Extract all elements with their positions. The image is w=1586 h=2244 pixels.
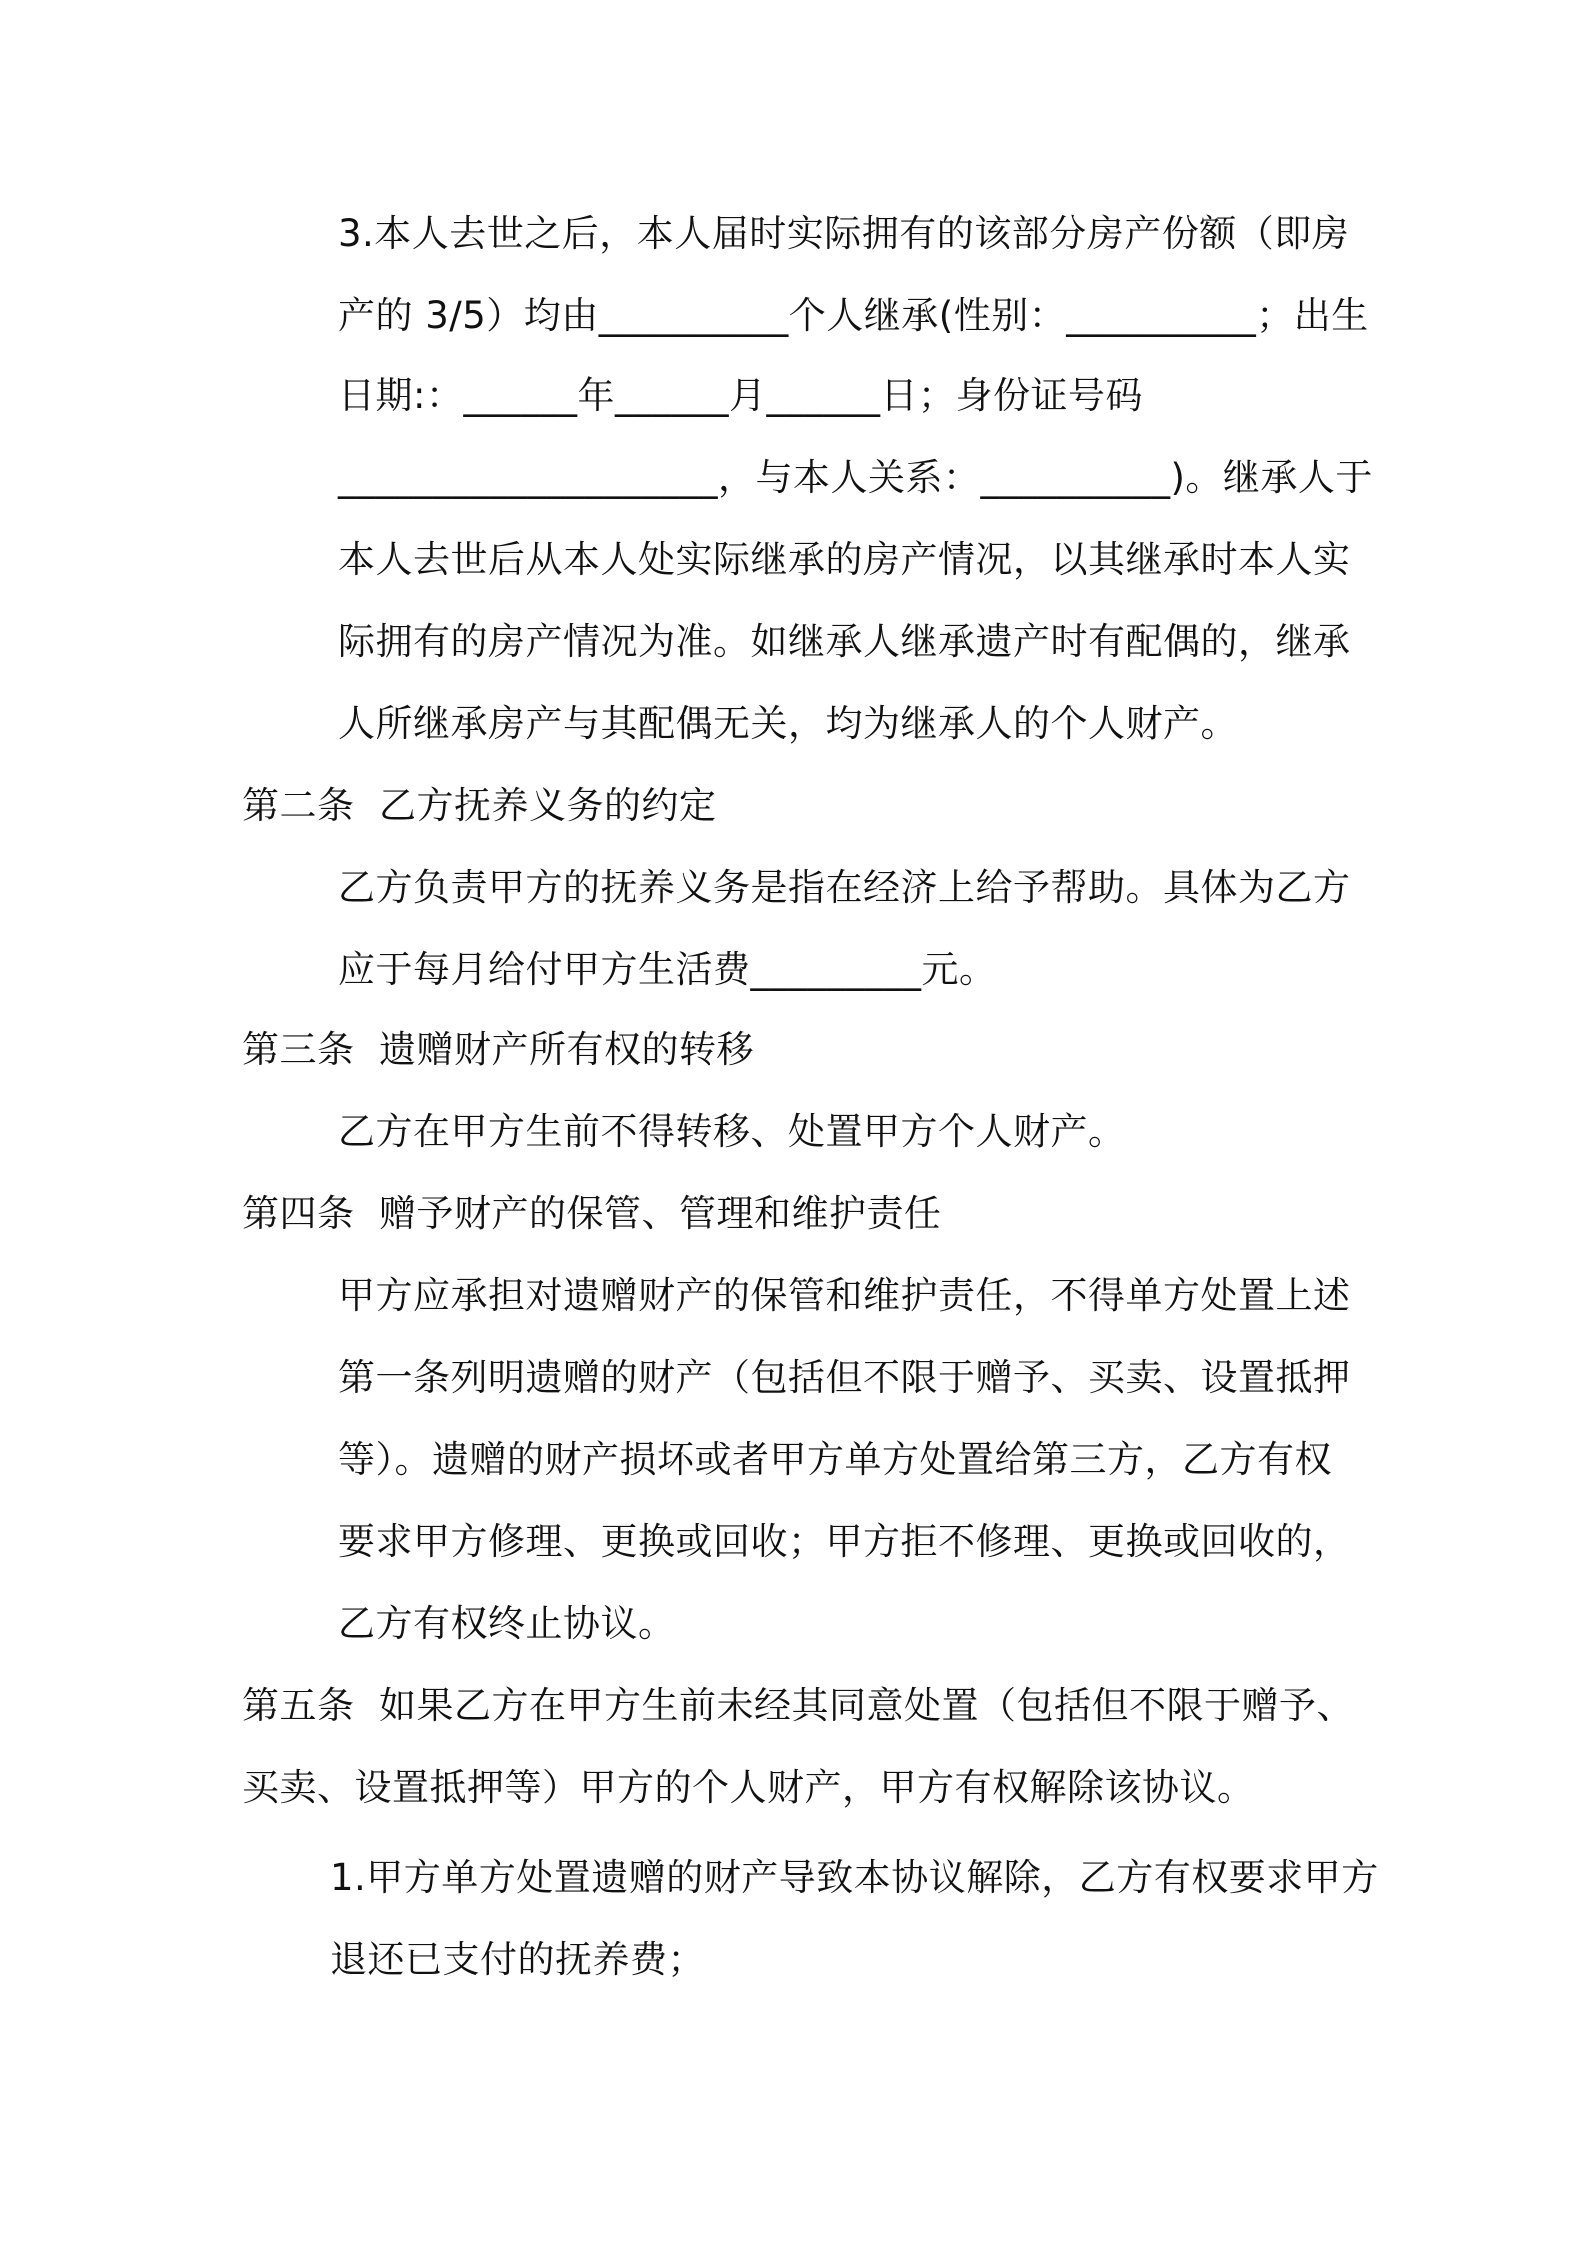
clause-3-line-2: 产的 3/5）均由__________个人继承(性别：__________；出生 bbox=[338, 294, 1369, 337]
clause-3-line-5: 本人去世后从本人处实际继承的房产情况，以其继承时本人实 bbox=[338, 538, 1351, 581]
article-3-title: 第三条 遗赠财产所有权的转移 bbox=[242, 1028, 755, 1071]
clause-3-line-7: 人所继承房产与其配偶无关，均为继承人的个人财产。 bbox=[338, 702, 1238, 745]
article-2-title: 第二条 乙方抚养义务的约定 bbox=[242, 784, 717, 827]
article-2-line-1: 乙方负责甲方的抚养义务是指在经济上给予帮助。具体为乙方 bbox=[338, 866, 1351, 909]
item-1-line-2: 退还已支付的抚养费； bbox=[330, 1938, 705, 1981]
article-4-line-2: 第一条列明遗赠的财产（包括但不限于赠予、买卖、设置抵押 bbox=[338, 1356, 1351, 1399]
clause-3-line-1: 3.本人去世之后，本人届时实际拥有的该部分房产份额（即房 bbox=[338, 212, 1350, 255]
article-5-line-1: 第五条 如果乙方在甲方生前未经其同意处置（包括但不限于赠予、 bbox=[242, 1684, 1355, 1727]
article-3-line-1: 乙方在甲方生前不得转移、处置甲方个人财产。 bbox=[338, 1110, 1126, 1153]
clause-3-line-4: ____________________，与本人关系：__________)。继承人于 bbox=[338, 456, 1373, 499]
article-4-line-3: 等）。遗赠的财产损坏或者甲方单方处置给第三方，乙方有权 bbox=[338, 1438, 1332, 1481]
item-1-line-1: 1.甲方单方处置遗赠的财产导致本协议解除，乙方有权要求甲方 bbox=[330, 1856, 1379, 1899]
article-4-title: 第四条 赠予财产的保管、管理和维护责任 bbox=[242, 1192, 942, 1235]
article-2-line-2: 应于每月给付甲方生活费_________元。 bbox=[338, 948, 997, 991]
clause-3-line-6: 际拥有的房产情况为准。如继承人继承遗产时有配偶的，继承 bbox=[338, 620, 1351, 663]
article-5-line-2: 买卖、设置抵押等）甲方的个人财产，甲方有权解除该协议。 bbox=[242, 1766, 1255, 1809]
article-4-line-5: 乙方有权终止协议。 bbox=[338, 1602, 676, 1645]
clause-3-line-3: 日期:：______年______月______日；身份证号码 bbox=[338, 374, 1143, 417]
article-4-line-1: 甲方应承担对遗赠财产的保管和维护责任，不得单方处置上述 bbox=[338, 1274, 1351, 1317]
article-4-line-4: 要求甲方修理、更换或回收；甲方拒不修理、更换或回收的， bbox=[338, 1520, 1351, 1563]
